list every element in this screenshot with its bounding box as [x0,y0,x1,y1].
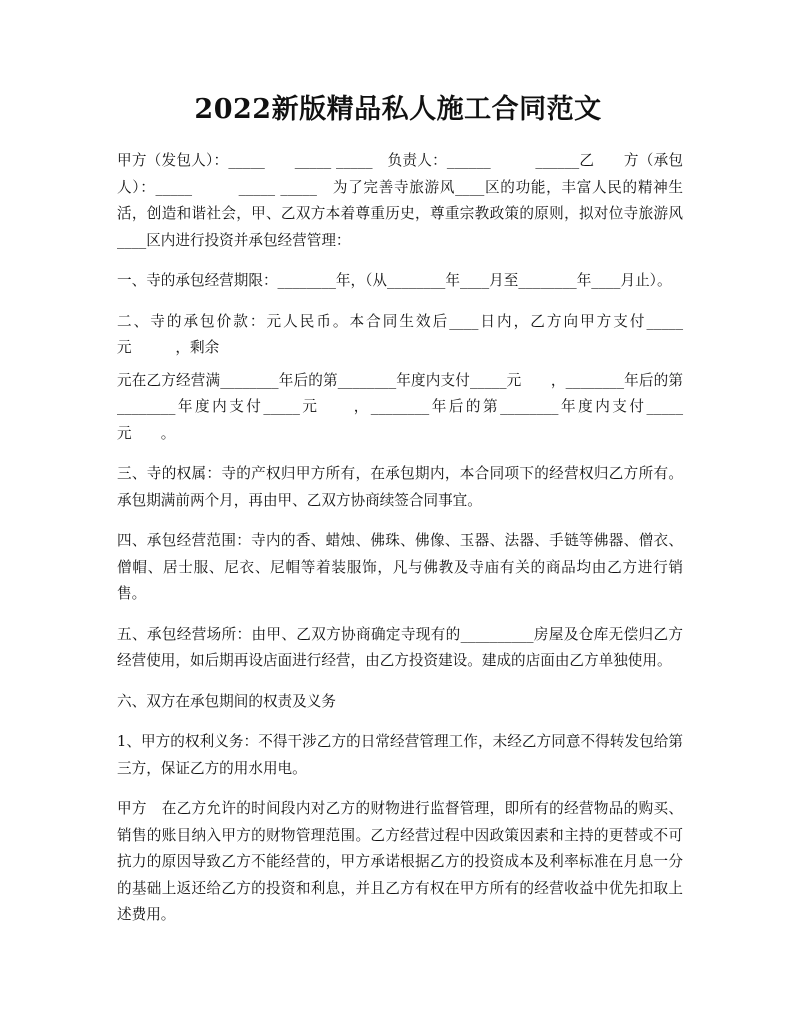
paragraph-price: 二、寺的承包价款：元人民币。本合同生效后____日内，乙方向甲方支付_____元 ，剩余 [117,312,683,356]
document-body [117,148,683,943]
document-title: 2022新版精品私人施工合同范文 [194,94,602,125]
paragraph-party-a-supervision: 甲方 在乙方允许的时间段内对乙方的财物进行监督管理，即所有的经营物品的购买、销售的账目纳入甲方的财物管理范围。乙方经营过程中因政策因素和主持的更替或不可抗力的原因导致乙方不能经营的，甲方承诺根据乙方的投资成本及利率标准在月息一分的基础上返还给乙方的投资和利息，并且乙方有权在甲方所有的经营收益中优先扣取上述费用。 [117,800,683,923]
paragraph-premises: 五、承包经营场所：由甲、乙双方协商确定寺现有的__________房屋及仓库无偿归乙方经营使用，如后期再设店面进行经营，由乙方投资建设。建成的店面由乙方单独使用。 [117,625,683,669]
paragraph-payment-schedule: 元在乙方经营满________年后的第________年度内支付_____元 ，________年后的第________年度内支付_____元 ，________年后的第________年度内支付_____元 。 [117,371,683,442]
paragraph-scope: 四、承包经营范围：寺内的香、蜡烛、佛珠、佛像、玉器、法器、手链等佛器、僧衣、僧帽、居士服、尼衣、尼帽等着装服饰，凡与佛教及寺庙有关的商品均由乙方进行销售。 [117,532,683,602]
paragraph-term: 一、寺的承包经营期限：________年，（从________年____月至________年____月止）。 [117,272,672,289]
paragraph-duties-heading: 六、双方在承包期间的权责及义务 [117,692,336,710]
paragraph-parties: 甲方（发包人）：_____ _____ _____ 负责人：______ ______乙 方（承包人）：_____ _____ _____ 为了完善寺旅游风____区的功能，丰富人民的精神生活，创造和谐社会，甲、乙双方本着尊重历史，尊重宗教政策的原则，拟对位寺旅游风____区内进行投资并承包经营管理： [117,152,683,249]
paragraph-party-a-duties: 1、甲方的权利义务：不得干涉乙方的日常经营管理工作，未经乙方同意不得转发包给第三方，保证乙方的用水用电。 [117,733,683,777]
paragraph-ownership: 三、寺的权属：寺的产权归甲方所有，在承包期内，本合同项下的经营权归乙方所有。承包期满前两个月，再由甲、乙双方协商续签合同事宜。 [117,465,683,509]
